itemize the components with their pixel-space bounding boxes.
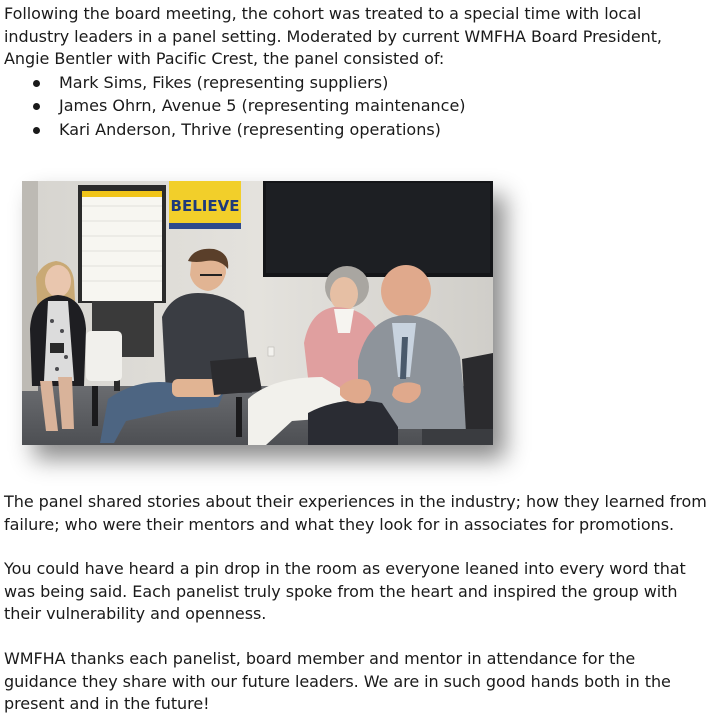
thanks-paragraph: WMFHA thanks each panelist, board member and mentor in attendance for the guidance they share with our future leaders. We are in such good hands both in the present and in the future! bbox=[4, 649, 671, 714]
list-item: James Ohrn, Avenue 5 (representing maintenance) bbox=[4, 94, 709, 118]
list-item: Mark Sims, Fikes (representing suppliers) bbox=[4, 71, 709, 95]
stories-paragraph: The panel shared stories about their experiences in the industry; how they learned from failure; who were their mentors and what they look for in associates for promotions. bbox=[4, 492, 707, 534]
article-body bbox=[4, 3, 709, 141]
believe-sign: BELIEVE bbox=[170, 197, 240, 215]
pin-drop-paragraph: You could have heard a pin drop in the room as everyone leaned into every word that was being said. Each panelist truly spoke from the heart and inspired the group with their vulnerability and openness. bbox=[4, 559, 686, 624]
panelist-list bbox=[4, 71, 709, 142]
intro-paragraph: Following the board meeting, the cohort was treated to a special time with local industry leaders in a panel setting. Moderated by current WMFHA Board President, Angie Bentler with Pacific Crest, the panel consisted of: bbox=[4, 4, 662, 69]
panel-photo bbox=[22, 181, 493, 445]
list-item: Kari Anderson, Thrive (representing operations) bbox=[4, 118, 709, 142]
